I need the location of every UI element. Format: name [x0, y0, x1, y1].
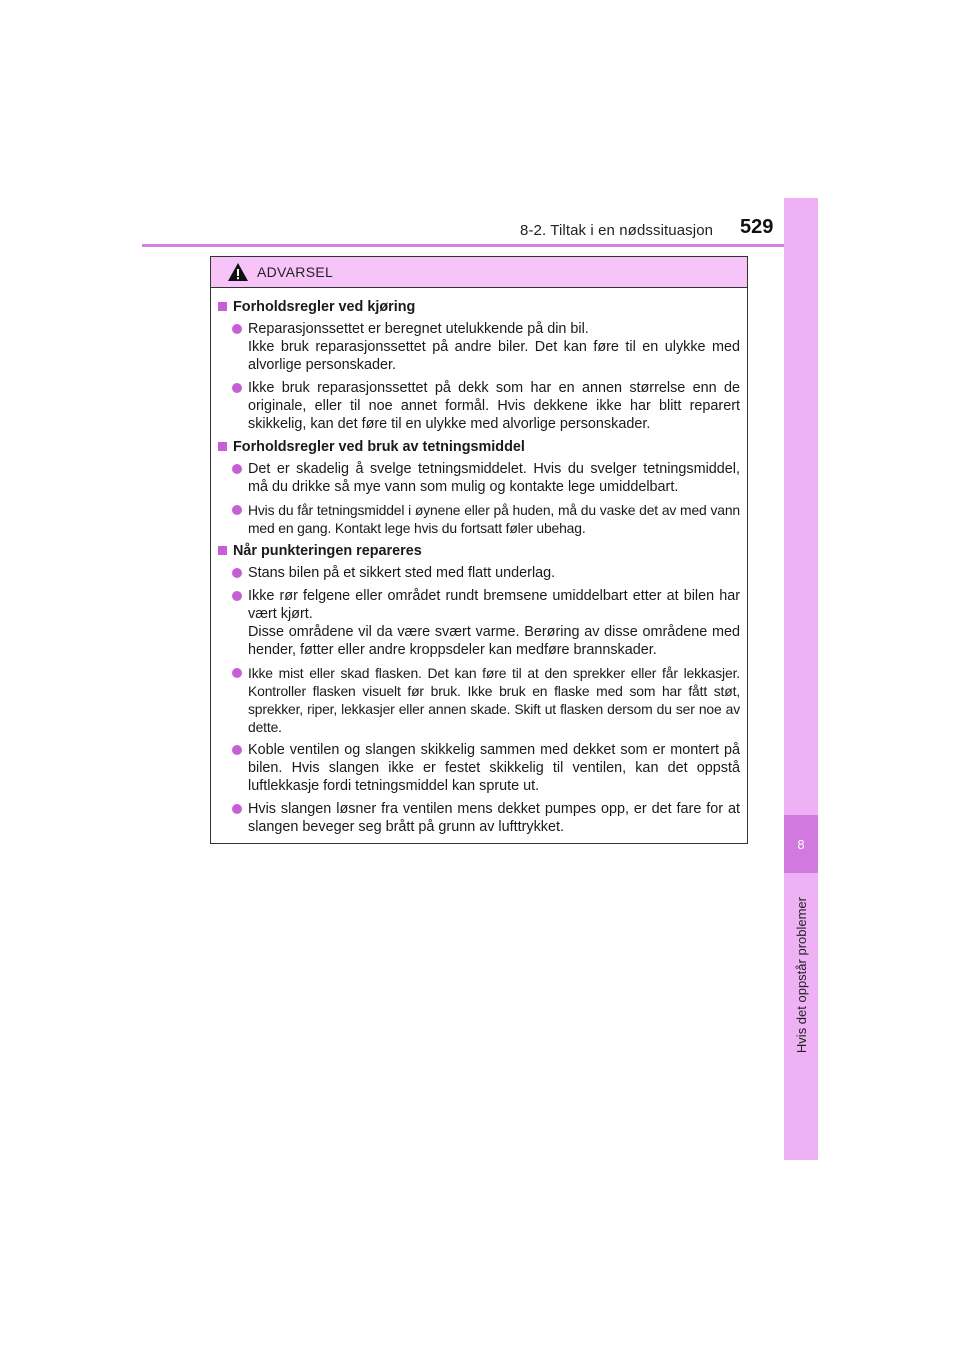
round-bullet-icon — [232, 324, 242, 334]
list-item-text: Ikke bruk reparasjonssettet på dekk som har en annen størrelse enn de originale, eller til noe annet formål. Hvis dekkene ikke har blitt reparert skikkelig, kan det føre til en ulykke med alvorlige personskader. — [248, 380, 740, 432]
list-item-text: Ikke mist eller skad flasken. Det kan føre til at den sprekker eller får lekkasjer. Kontroller flasken visuelt før bruk. Ikke bruk en flaske med som har fått støt, sprekker, riper, lekkasjer eller annen skade. Skift ut flasken dersom du ser noe av dette. — [248, 665, 740, 735]
square-bullet-icon — [218, 546, 227, 555]
round-bullet-icon — [232, 464, 242, 474]
round-bullet-icon — [232, 804, 242, 814]
list-item — [218, 460, 740, 496]
list-item-text: Koble ventilen og slangen skikkelig sammen med dekket som er montert på bilen. Hvis slangen ikke er festet skikkelig til ventilen, kan det oppstå luftlekkasje fordi tetningsmiddel kan sprute ut. — [248, 742, 740, 794]
list-item-text: Ikke rør felgene eller området rundt bremsene umiddelbart etter at bilen har vært kjørt. Disse områdene vil da være svært varme. Berøring av disse områdene med hender, føtter eller andre kroppsdeler kan medføre brannskader. — [248, 588, 740, 658]
list-item-text: Hvis du får tetningsmiddel i øynene eller på huden, må du vaske det av med vann med en gang. Kontakt lege hvis du fortsatt føler ubehag. — [248, 502, 740, 536]
chapter-number-tab: 8 — [784, 815, 818, 873]
section-sealant-precautions — [218, 438, 740, 537]
list-item — [218, 741, 740, 795]
list-item-text: Det er skadelig å svelge tetningsmiddelet. Hvis du svelger tetningsmiddel, må du drikke så mye vann som mulig og kontakte lege umiddelbart. — [248, 461, 740, 495]
round-bullet-icon — [232, 505, 242, 515]
warning-triangle-icon — [227, 262, 249, 282]
round-bullet-icon — [232, 591, 242, 601]
page-number: 529 — [740, 216, 774, 238]
list-item — [218, 320, 740, 374]
round-bullet-icon — [232, 745, 242, 755]
chapter-title: Hvis det oppstår problemer — [793, 896, 809, 1054]
list-item — [218, 664, 740, 736]
header-rule — [142, 244, 818, 247]
list-item — [218, 379, 740, 433]
list-item-text: Hvis slangen løsner fra ventilen mens dekket pumpes opp, er det fare for at slangen beveger seg brått på grunn av lufttrykket. — [248, 801, 740, 835]
list-item-text: Reparasjonssettet er beregnet utelukkende på din bil. Ikke bruk reparasjonssettet på andre biler. Det kan føre til en ulykke med alvorlige personskader. — [248, 321, 740, 373]
round-bullet-icon — [232, 668, 242, 678]
section-heading-text: Forholdsregler ved kjøring — [233, 299, 416, 315]
section-puncture-repair — [218, 542, 740, 836]
square-bullet-icon — [218, 302, 227, 311]
list-item — [218, 587, 740, 659]
chapter-title-tab — [784, 880, 818, 1070]
warning-box — [210, 256, 748, 844]
warning-header — [211, 257, 747, 288]
section-driving-precautions — [218, 298, 740, 433]
round-bullet-icon — [232, 383, 242, 393]
section-heading — [218, 438, 740, 456]
running-header-section: 8-2. Tiltak i en nødssituasjon — [520, 222, 714, 239]
warning-title: ADVARSEL — [257, 264, 334, 280]
square-bullet-icon — [218, 442, 227, 451]
section-heading — [218, 542, 740, 560]
list-item — [218, 501, 740, 537]
section-heading — [218, 298, 740, 316]
section-heading-text: Forholdsregler ved bruk av tetningsmiddel — [233, 439, 525, 455]
section-heading-text: Når punkteringen repareres — [233, 543, 422, 559]
list-item — [218, 564, 740, 582]
list-item — [218, 800, 740, 836]
round-bullet-icon — [232, 568, 242, 578]
list-item-text: Stans bilen på et sikkert sted med flatt underlag. — [248, 565, 556, 581]
warning-body — [211, 288, 747, 836]
